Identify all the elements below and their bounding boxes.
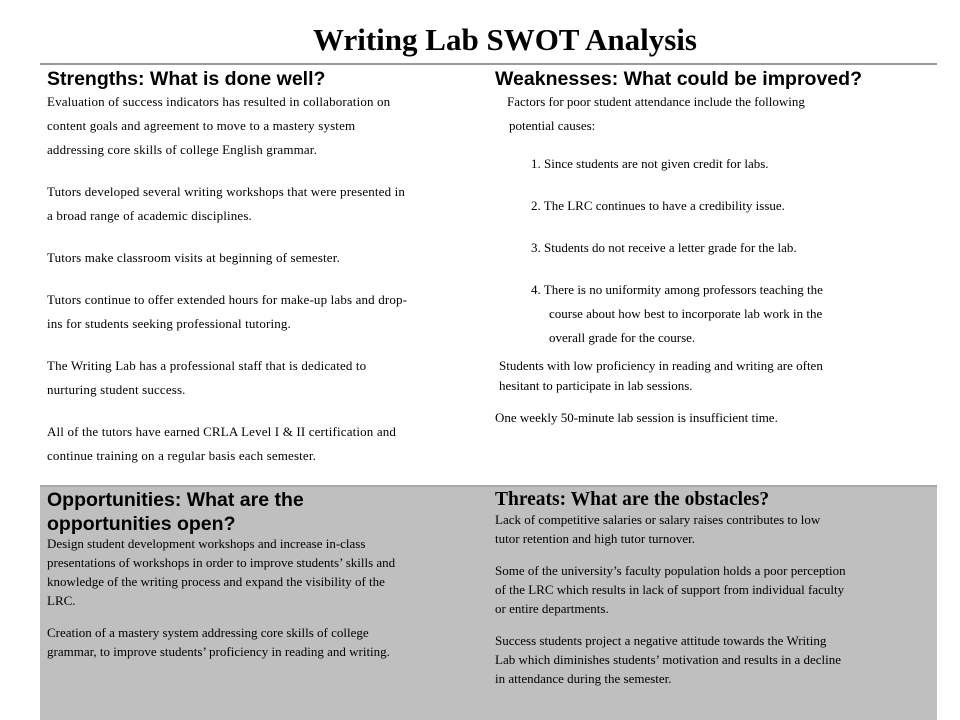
threat-line: Success students project a negative attitude towards the Writing <box>495 633 827 648</box>
opportunities-heading-line1: Opportunities: What are the <box>47 489 304 511</box>
threat-line: Lab which diminishes students’ motivation and results in a decline <box>495 652 841 667</box>
opportunity-line: Design student development workshops and increase in-class <box>47 536 366 551</box>
threats-body <box>495 510 933 688</box>
weaknesses-quadrant <box>495 67 935 428</box>
opportunities-quadrant <box>47 488 487 661</box>
threats-quadrant <box>495 488 933 688</box>
strength-line: The Writing Lab has a professional staff that is dedicated to <box>47 358 367 373</box>
strengths-heading: Strengths: What is done well? <box>47 68 326 90</box>
weakness-final: One weekly 50-minute lab session is insufficient time. <box>495 410 778 425</box>
threats-heading: Threats: What are the obstacles? <box>495 489 770 510</box>
slide-title: Writing Lab SWOT Analysis <box>313 22 697 57</box>
strength-line: continue training on a regular basis each semester. <box>47 448 317 463</box>
strength-line: a broad range of academic disciplines. <box>47 208 252 223</box>
weakness-item: 2. The LRC continues to have a credibility issue. <box>531 198 785 213</box>
opportunity-line: Creation of a mastery system addressing core skills of college <box>47 625 369 640</box>
weakness-item: 4. There is no uniformity among professors teaching the <box>531 282 823 297</box>
weakness-intro-line: Factors for poor student attendance include the following <box>507 94 805 109</box>
weakness-intro-line: potential causes: <box>509 118 596 133</box>
top-divider <box>40 63 937 65</box>
strengths-body <box>47 90 487 468</box>
strength-line: Tutors developed several writing workshops that were presented in <box>47 184 406 199</box>
strength-line: Evaluation of success indicators has resulted in collaboration on <box>47 94 391 109</box>
opportunity-line: grammar, to improve students’ proficiency in reading and writing. <box>47 644 390 659</box>
strength-line: content goals and agreement to move to a mastery system <box>47 118 356 133</box>
strength-line: Tutors continue to offer extended hours for make-up labs and drop- <box>47 292 408 307</box>
threat-line: Lack of competitive salaries or salary raises contributes to low <box>495 512 821 527</box>
strengths-quadrant <box>47 67 487 468</box>
weaknesses-heading: Weaknesses: What could be improved? <box>495 68 862 90</box>
threat-line: of the LRC which results in lack of support from individual faculty <box>495 582 845 597</box>
threat-line: or entire departments. <box>495 601 609 616</box>
weakness-note-line: hesitant to participate in lab sessions. <box>499 378 693 393</box>
opportunity-line: knowledge of the writing process and expand the visibility of the <box>47 574 385 589</box>
opportunities-heading-line2: opportunities open? <box>47 513 236 535</box>
threat-line: Some of the university’s faculty population holds a poor perception <box>495 563 846 578</box>
opportunity-line: presentations of workshops in order to improve students’ skills and <box>47 555 396 570</box>
threat-line: in attendance during the semester. <box>495 671 672 686</box>
opportunity-line: LRC. <box>47 593 76 608</box>
strength-line: ins for students seeking professional tutoring. <box>47 316 291 331</box>
strength-line: addressing core skills of college English grammar. <box>47 142 317 157</box>
weakness-item-cont: course about how best to incorporate lab work in the <box>549 306 823 321</box>
strength-line: All of the tutors have earned CRLA Level I & II certification and <box>47 424 397 439</box>
weakness-item: 1. Since students are not given credit for labs. <box>531 156 769 171</box>
weakness-item-cont: overall grade for the course. <box>549 330 696 345</box>
swot-grid <box>40 63 937 720</box>
strength-line: Tutors make classroom visits at beginning of semester. <box>47 250 340 265</box>
threat-line: tutor retention and high tutor turnover. <box>495 531 696 546</box>
opportunities-body <box>47 534 487 661</box>
weaknesses-body <box>495 90 935 428</box>
weakness-item: 3. Students do not receive a letter grade for the lab. <box>531 240 797 255</box>
strength-line: nurturing student success. <box>47 382 186 397</box>
weakness-note-line: Students with low proficiency in reading and writing are often <box>499 358 823 373</box>
